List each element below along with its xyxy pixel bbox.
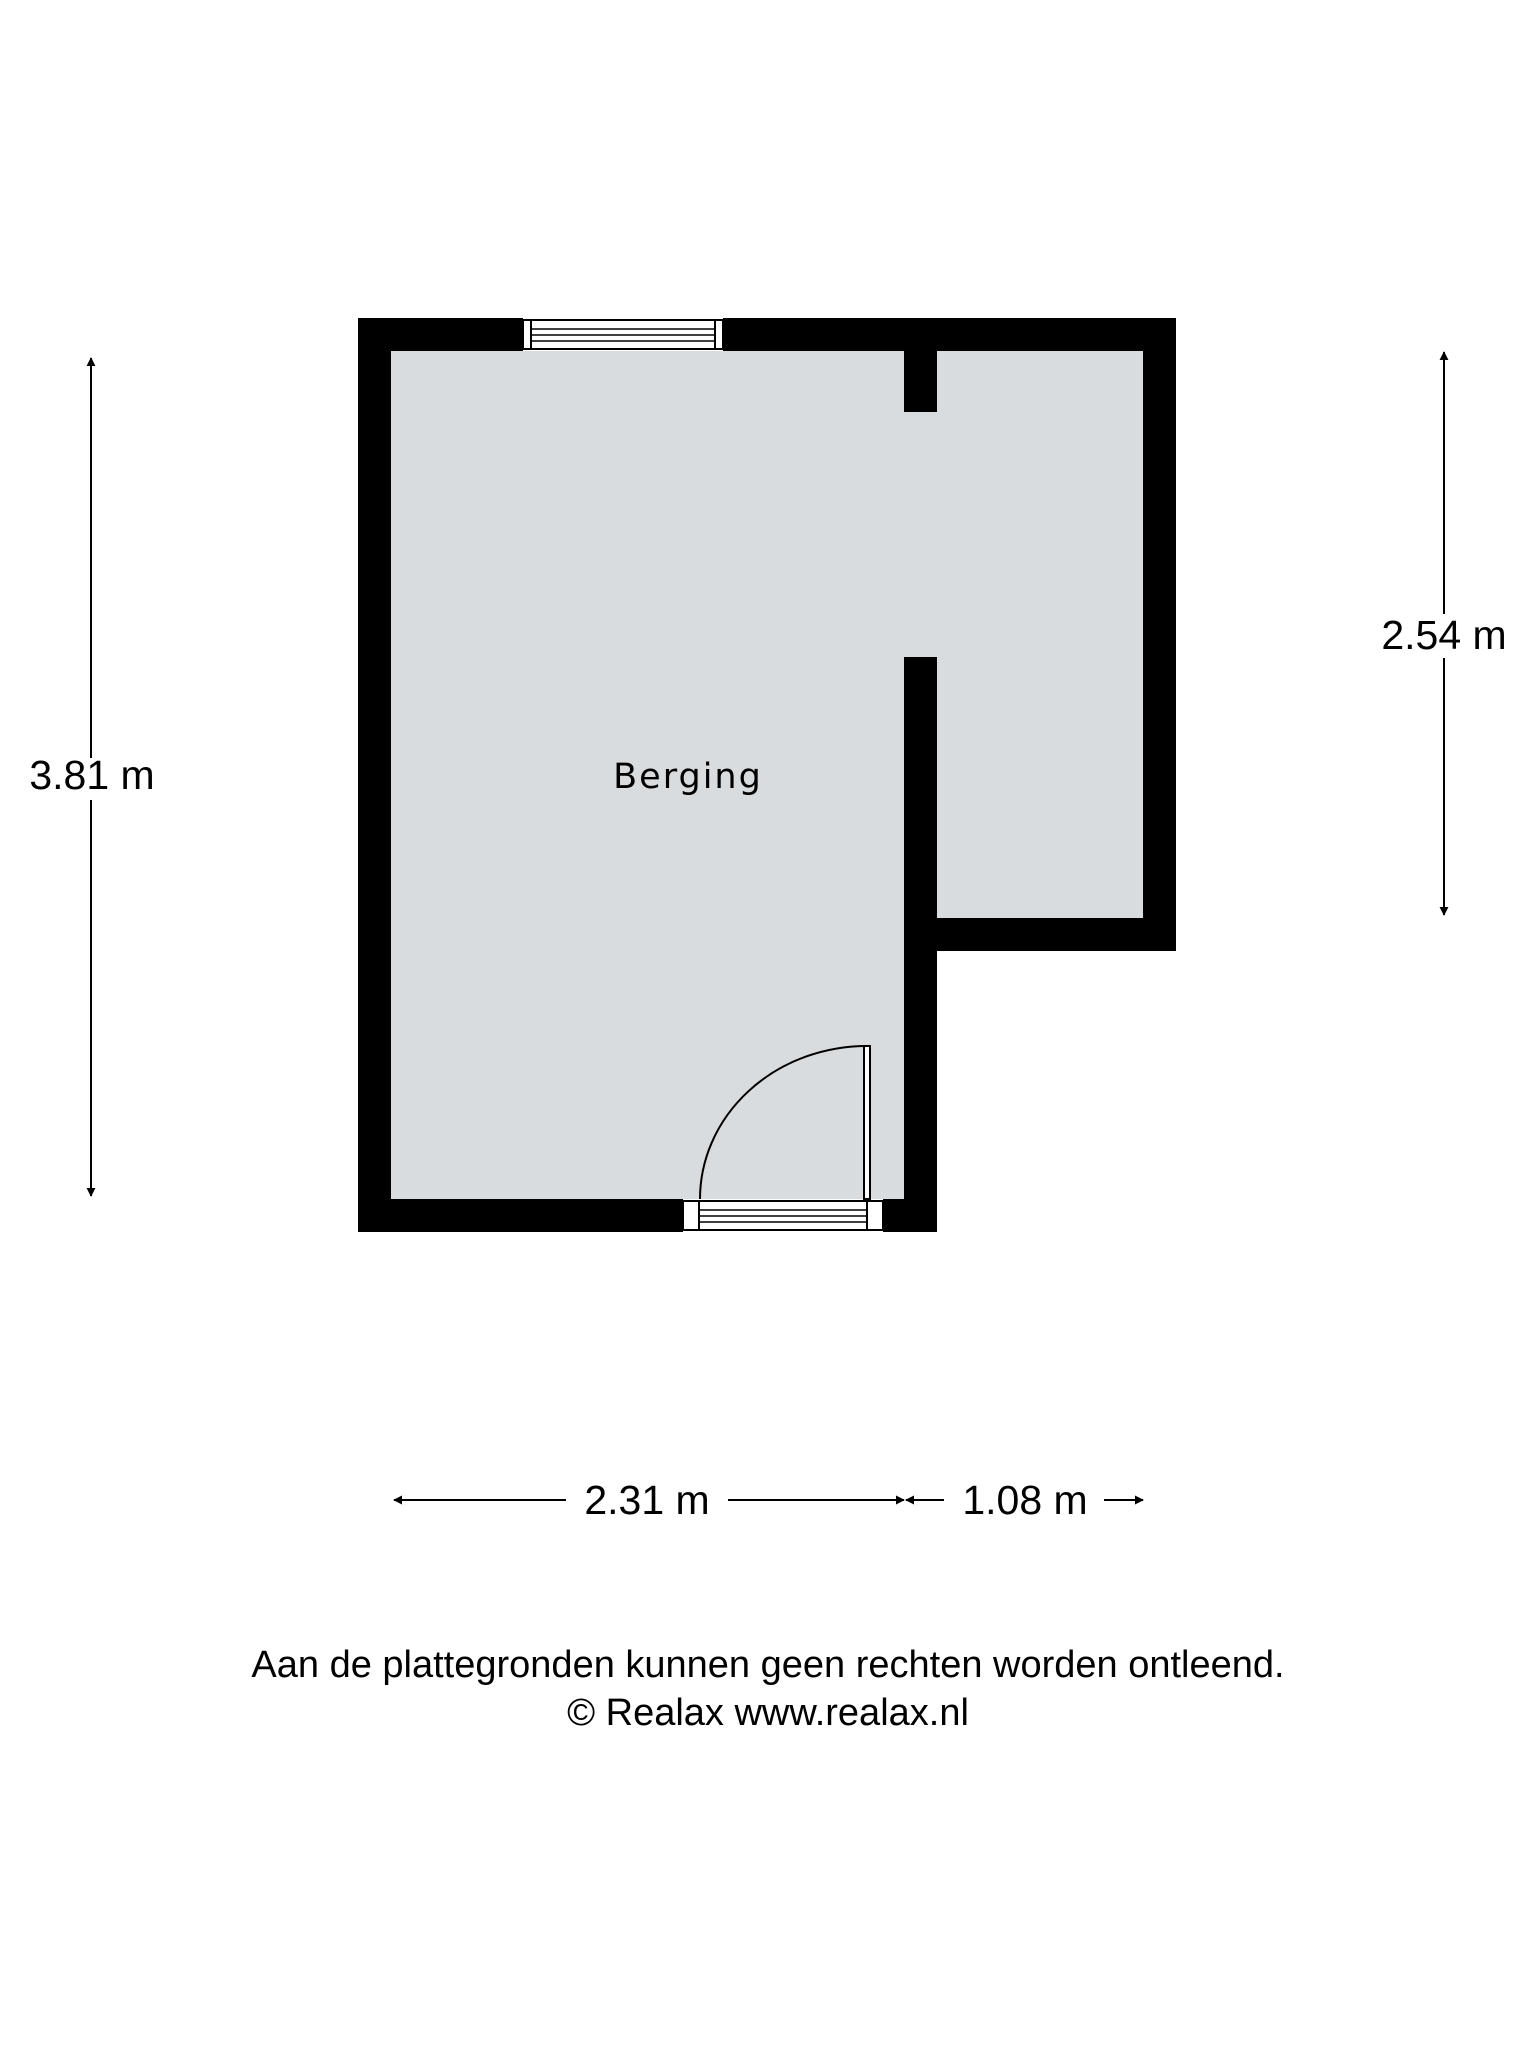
wall-right	[1143, 318, 1176, 951]
dimension-height-left	[29, 358, 154, 1196]
wall-bottom-left	[358, 1199, 683, 1232]
room-floor	[391, 351, 1143, 1199]
dimension-height-right	[1381, 352, 1506, 915]
room-label: Berging	[613, 757, 763, 797]
wall-top-right	[723, 318, 1176, 351]
window	[523, 320, 723, 349]
wall-left	[358, 318, 391, 1232]
wall-partition	[904, 657, 937, 1232]
dimension-width-main	[394, 1477, 904, 1523]
dimension-width-extension	[906, 1477, 1143, 1523]
wall-extension-bottom	[936, 918, 1176, 951]
disclaimer-text: Aan de plattegronden kunnen geen rechten worden ontleend.	[251, 1644, 1285, 1686]
door-leaf	[864, 1046, 870, 1199]
copyright-text: © Realax www.realax.nl	[567, 1692, 969, 1734]
dimension-label: 2.31 m	[584, 1477, 710, 1523]
dimension-label: 1.08 m	[962, 1477, 1088, 1523]
dimension-label: 3.81 m	[29, 752, 155, 798]
dimension-label: 2.54 m	[1381, 612, 1507, 658]
wall-partition-stub	[904, 351, 937, 412]
wall-bottom-right	[883, 1199, 937, 1232]
